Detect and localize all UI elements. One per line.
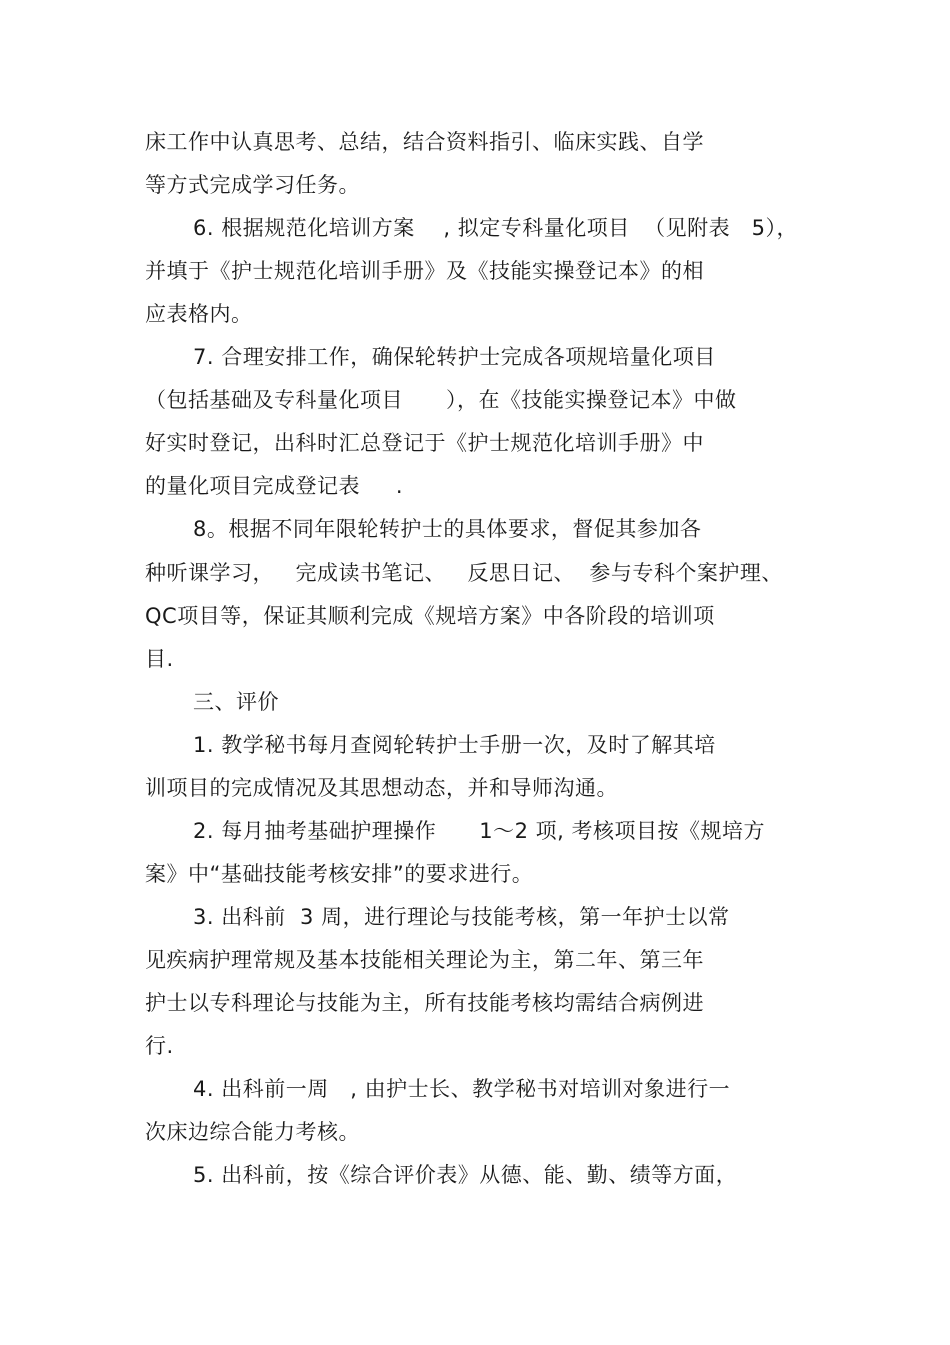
text-line: 种听课学习， 完成读书笔记、 反思日记、 参与专科个案护理、: [145, 561, 783, 585]
text-line: 等方式完成学习任务。: [145, 173, 360, 197]
text-line: 5. 出科前，按《综合评价表》从德、能、勤、绩等方面，: [193, 1163, 738, 1187]
text-line: 训项目的完成情况及其思想动态，并和导师沟通。: [145, 776, 618, 800]
text-line: 床工作中认真思考、总结，结合资料指引、临床实践、自学: [145, 130, 704, 154]
text-line: （包括基础及专科量化项目 ），在《技能实操登记本》中做: [145, 388, 737, 412]
text-line: 1. 教学秘书每月查阅轮转护士手册一次，及时了解其培: [193, 733, 716, 757]
text-line: 护士以专科理论与技能为主，所有技能考核均需结合病例进: [145, 991, 704, 1015]
text-line: 好实时登记，出科时汇总登记于《护士规范化培训手册》中: [145, 431, 704, 455]
text-line: 4. 出科前一周 , 由护士长、教学秘书对培训对象进行一: [193, 1077, 731, 1101]
text-line: 目.: [145, 647, 174, 671]
text-line: 应表格内。: [145, 302, 253, 326]
text-line: 8。根据不同年限轮转护士的具体要求，督促其参加各: [193, 517, 702, 541]
section-heading: 三、评价: [193, 690, 279, 714]
text-line: 的量化项目完成登记表 .: [145, 474, 404, 498]
text-line: 6. 根据规范化培训方案 , 拟定专科量化项目 （见附表 5），: [193, 216, 798, 240]
text-line: 2. 每月抽考基础护理操作 1～2 项, 考核项目按《规培方: [193, 819, 766, 843]
text-line: 行.: [145, 1034, 174, 1058]
text-line: 案》中“基础技能考核安排”的要求进行。: [145, 862, 534, 886]
text-line: QC项目等，保证其顺利完成《规培方案》中各阶段的培训项: [145, 604, 715, 628]
text-line: 次床边综合能力考核。: [145, 1120, 360, 1144]
text-line: 见疾病护理常规及基本技能相关理论为主，第二年、第三年: [145, 948, 704, 972]
text-line: 3. 出科前 3 周，进行理论与技能考核，第一年护士以常: [193, 905, 730, 929]
text-line: 并填于《护士规范化培训手册》及《技能实操登记本》的相: [145, 259, 704, 283]
text-line: 7. 合理安排工作，确保轮转护士完成各项规培量化项目: [193, 345, 716, 369]
